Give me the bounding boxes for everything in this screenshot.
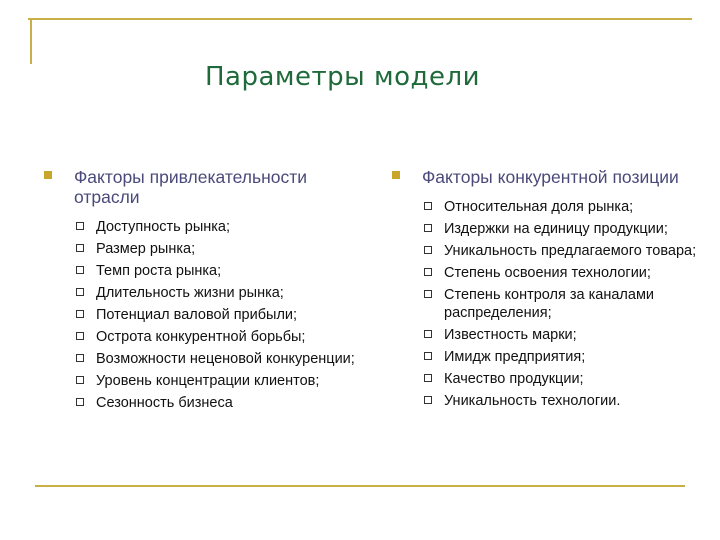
square-bullet-icon <box>44 171 52 179</box>
list-item: Размер рынка; <box>44 240 374 258</box>
bottom-rule <box>35 485 685 487</box>
list-item: Острота конкурентной борьбы; <box>44 328 374 346</box>
list-item: Темп роста рынка; <box>44 262 374 280</box>
left-category <box>44 167 374 207</box>
right-category <box>392 167 708 187</box>
list-item: Степень контроля за каналами распределения; <box>392 286 708 322</box>
checkbox-bullet-icon <box>76 332 84 340</box>
list-item: Уровень концентрации клиентов; <box>44 372 374 390</box>
list-item: Издержки на единицу продукции; <box>392 220 708 238</box>
checkbox-bullet-icon <box>424 396 432 404</box>
checkbox-bullet-icon <box>424 330 432 338</box>
checkbox-bullet-icon <box>76 376 84 384</box>
list-item: Потенциал валовой прибыли; <box>44 306 374 324</box>
list-item: Уникальность предлагаемого товара; <box>392 242 708 260</box>
checkbox-bullet-icon <box>76 288 84 296</box>
left-column <box>44 167 374 416</box>
list-item: Уникальность технологии. <box>392 392 708 410</box>
checkbox-bullet-icon <box>424 224 432 232</box>
list-item: Длительность жизни рынка; <box>44 284 374 302</box>
checkbox-bullet-icon <box>76 398 84 406</box>
square-bullet-icon <box>392 171 400 179</box>
checkbox-bullet-icon <box>424 268 432 276</box>
list-item: Степень освоения технологии; <box>392 264 708 282</box>
checkbox-bullet-icon <box>424 352 432 360</box>
checkbox-bullet-icon <box>424 202 432 210</box>
list-item: Сезонность бизнеса <box>44 394 374 412</box>
list-item: Известность марки; <box>392 326 708 344</box>
right-factor-list <box>392 198 708 410</box>
left-category-heading: Факторы привлекательности отрасли <box>74 167 308 207</box>
list-item: Возможности неценовой конкуренции; <box>44 350 374 368</box>
slide-title: Параметры модели <box>205 62 480 92</box>
checkbox-bullet-icon <box>76 222 84 230</box>
right-category-heading: Факторы конкурентной позиции <box>422 167 679 187</box>
checkbox-bullet-icon <box>76 310 84 318</box>
left-rule <box>30 18 32 64</box>
checkbox-bullet-icon <box>76 354 84 362</box>
top-rule <box>28 18 692 20</box>
left-factor-list <box>44 218 374 412</box>
checkbox-bullet-icon <box>424 374 432 382</box>
checkbox-bullet-icon <box>76 244 84 252</box>
list-item: Имидж предприятия; <box>392 348 708 366</box>
checkbox-bullet-icon <box>76 266 84 274</box>
right-column <box>392 167 708 414</box>
list-item: Относительная доля рынка; <box>392 198 708 216</box>
list-item: Качество продукции; <box>392 370 708 388</box>
list-item: Доступность рынка; <box>44 218 374 236</box>
checkbox-bullet-icon <box>424 246 432 254</box>
checkbox-bullet-icon <box>424 290 432 298</box>
